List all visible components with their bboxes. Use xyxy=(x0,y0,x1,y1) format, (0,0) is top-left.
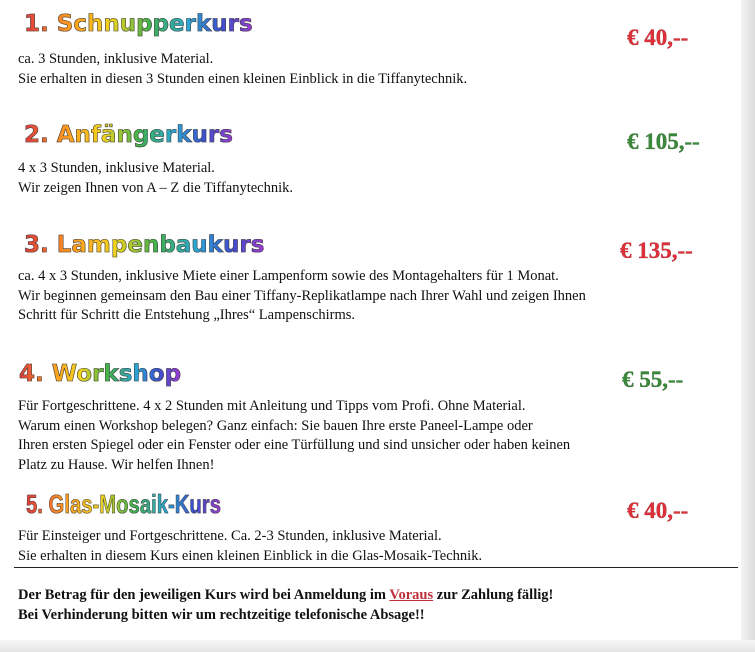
divider xyxy=(14,567,738,568)
payment-notice xyxy=(18,585,738,625)
course-price: € 40,-- xyxy=(627,498,689,523)
course-description xyxy=(18,397,738,475)
course-title: 3. Lampenbaukurs xyxy=(24,232,265,258)
description-line: Platz zu Hause. Wir helfen Ihnen! xyxy=(18,456,215,473)
course-description xyxy=(18,527,738,566)
description-line: 4 x 3 Stunden, inklusive Material. xyxy=(18,160,215,176)
payment-notice-line-2: Bei Verhinderung bitten wir um rechtzeitige telefonische Absage!! xyxy=(18,607,425,623)
course-price: € 55,-- xyxy=(622,367,684,392)
description-line: Wir beginnen gemeinsam den Bau einer Tiffany-Replikatlampe nach Ihrer Wahl und zeigen Ihnen xyxy=(18,287,586,304)
description-line: Für Fortgeschrittene. 4 x 2 Stunden mit Anleitung und Tipps vom Profi. Ohne Material. xyxy=(18,398,526,414)
description-line: Ihren ersten Spiegel oder ein Fenster oder eine Türfüllung und sind unsicher oder haben keinen xyxy=(18,437,571,453)
description-line: Sie erhalten in diesem Kurs einen kleinen Einblick in die Glas-Mosaik-Technik. xyxy=(18,547,483,564)
description-line: Warum einen Workshop belegen? Ganz einfach: Sie bauen Ihre erste Paneel-Lampe oder xyxy=(18,417,533,434)
course-title: 2. Anfängerkurs xyxy=(24,122,233,148)
course-price: € 105,-- xyxy=(627,129,700,154)
voraus-link[interactable]: Voraus xyxy=(389,587,434,603)
course-title: 1. Schnupperkurs xyxy=(24,11,253,37)
page-bottom-edge xyxy=(0,640,755,652)
course-description xyxy=(18,267,738,326)
description-line: Wir zeigen Ihnen von A – Z die Tiffanytechnik. xyxy=(18,179,294,196)
description-line: Schritt für Schritt die Entstehung „Ihres“ Lampenschirms. xyxy=(18,307,356,323)
page-edge xyxy=(741,0,755,652)
course-title: 4. Workshop xyxy=(19,361,182,387)
payment-notice-line-1 xyxy=(18,585,738,605)
notice-text: zur Zahlung fällig! xyxy=(433,587,554,603)
course-description xyxy=(18,50,738,89)
course-price: € 135,-- xyxy=(620,238,693,263)
notice-text: Der Betrag für den jeweiligen Kurs wird bei Anmeldung im xyxy=(18,587,390,603)
description-line: Sie erhalten in diesen 3 Stunden einen kleinen Einblick in die Tiffanytechnik. xyxy=(18,70,468,87)
course-price: € 40,-- xyxy=(627,25,689,50)
description-line: ca. 3 Stunden, inklusive Material. xyxy=(18,51,214,67)
course-description xyxy=(18,159,738,198)
description-line: ca. 4 x 3 Stunden, inklusive Miete einer Lampenform sowie des Montagehalters für 1 Monat. xyxy=(18,268,559,284)
course-title: 5. Glas-Mosaik-Kurs xyxy=(26,489,221,519)
description-line: Für Einsteiger und Fortgeschrittene. Ca. 2-3 Stunden, inklusive Material. xyxy=(18,528,442,544)
